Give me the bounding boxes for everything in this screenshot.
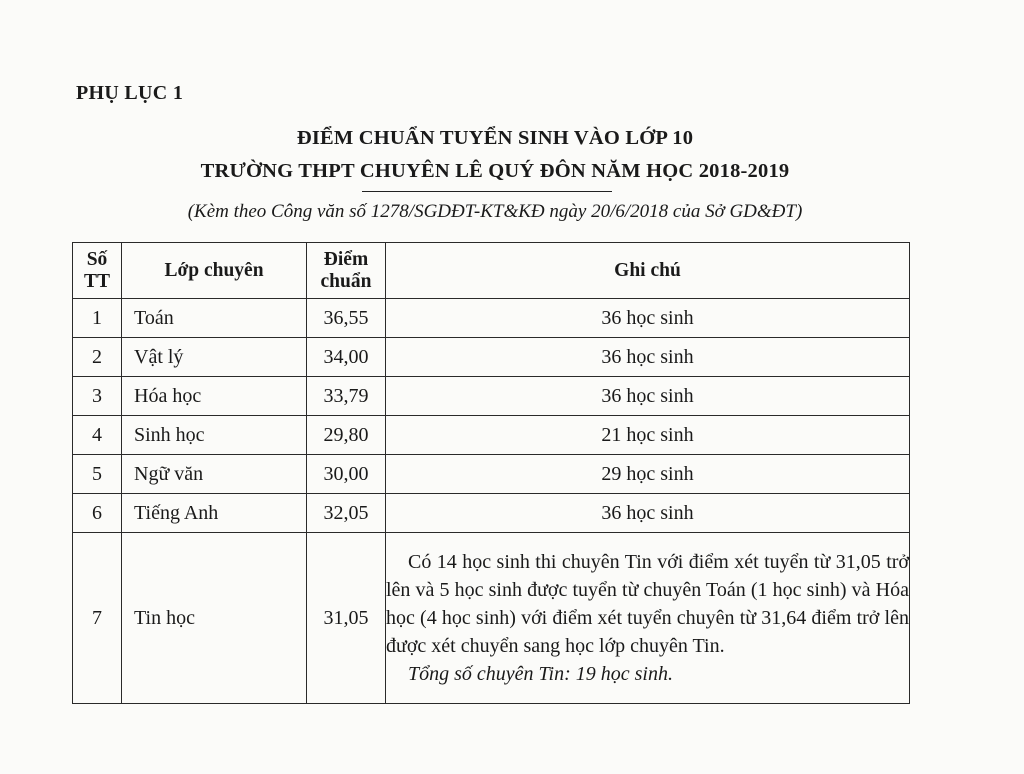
- row-number: 5: [73, 455, 122, 494]
- header-class: Lớp chuyên: [122, 243, 307, 299]
- row-note: 36 học sinh: [386, 377, 910, 416]
- title-underline: [362, 191, 612, 192]
- table-row: [73, 533, 910, 704]
- header-score-line2: chuẩn: [320, 270, 372, 292]
- row-class: Tiếng Anh: [122, 494, 307, 533]
- row-score: 33,79: [307, 377, 386, 416]
- row-number: 7: [73, 533, 122, 704]
- row-score: 34,00: [307, 338, 386, 377]
- header-score: [307, 243, 386, 299]
- row-number: 6: [73, 494, 122, 533]
- row-note: 36 học sinh: [386, 299, 910, 338]
- row-score: 32,05: [307, 494, 386, 533]
- table-row: [73, 338, 910, 377]
- header-score-line1: Điểm: [323, 248, 369, 270]
- table-row: [73, 299, 910, 338]
- row-score: 36,55: [307, 299, 386, 338]
- cutoff-score-table: [72, 242, 910, 704]
- row-note-total: Tổng số chuyên Tin: 19 học sinh.: [408, 663, 673, 685]
- document-subtitle: (Kèm theo Công văn số 1278/SGDĐT-KT&KĐ ngày 20/6/2018 của Sở GD&ĐT): [187, 201, 803, 222]
- header-note: Ghi chú: [386, 243, 910, 299]
- row-score: 31,05: [307, 533, 386, 704]
- row-score: 30,00: [307, 455, 386, 494]
- row-note: 36 học sinh: [386, 494, 910, 533]
- row-note-paragraph: Có 14 học sinh thi chuyên Tin với điểm xét tuyển từ 31,05 trở lên và 5 học sinh được tuyển từ chuyên Toán (1 học sinh) và Hóa học (4 học sinh) với điểm xét tuyển chuyên từ 31,64 điểm trở lên được xét chuyển sang học lớp chuyên Tin.: [386, 551, 909, 657]
- header-number: [73, 243, 122, 299]
- appendix-label: PHỤ LỤC 1: [76, 82, 184, 104]
- row-number: 2: [73, 338, 122, 377]
- row-class: Vật lý: [122, 338, 307, 377]
- row-number: 3: [73, 377, 122, 416]
- row-number: 1: [73, 299, 122, 338]
- header-number-line1: Số: [86, 248, 108, 270]
- header-number-line2: TT: [83, 270, 110, 292]
- document-title-line1: ĐIỂM CHUẨN TUYỂN SINH VÀO LỚP 10: [296, 127, 694, 149]
- table-header-row: [73, 243, 910, 299]
- row-class: Sinh học: [122, 416, 307, 455]
- row-note: 21 học sinh: [386, 416, 910, 455]
- row-note: 29 học sinh: [386, 455, 910, 494]
- row-class: Ngữ văn: [122, 455, 307, 494]
- row-class: Hóa học: [122, 377, 307, 416]
- table-row: [73, 377, 910, 416]
- table-row: [73, 455, 910, 494]
- row-number: 4: [73, 416, 122, 455]
- row-class: Tin học: [122, 533, 307, 704]
- row-note-detailed: [386, 533, 910, 704]
- document-title-line2: TRƯỜNG THPT CHUYÊN LÊ QUÝ ĐÔN NĂM HỌC 2018-2019: [200, 160, 790, 182]
- row-class: Toán: [122, 299, 307, 338]
- table-row: [73, 416, 910, 455]
- table-row: [73, 494, 910, 533]
- row-note: 36 học sinh: [386, 338, 910, 377]
- row-score: 29,80: [307, 416, 386, 455]
